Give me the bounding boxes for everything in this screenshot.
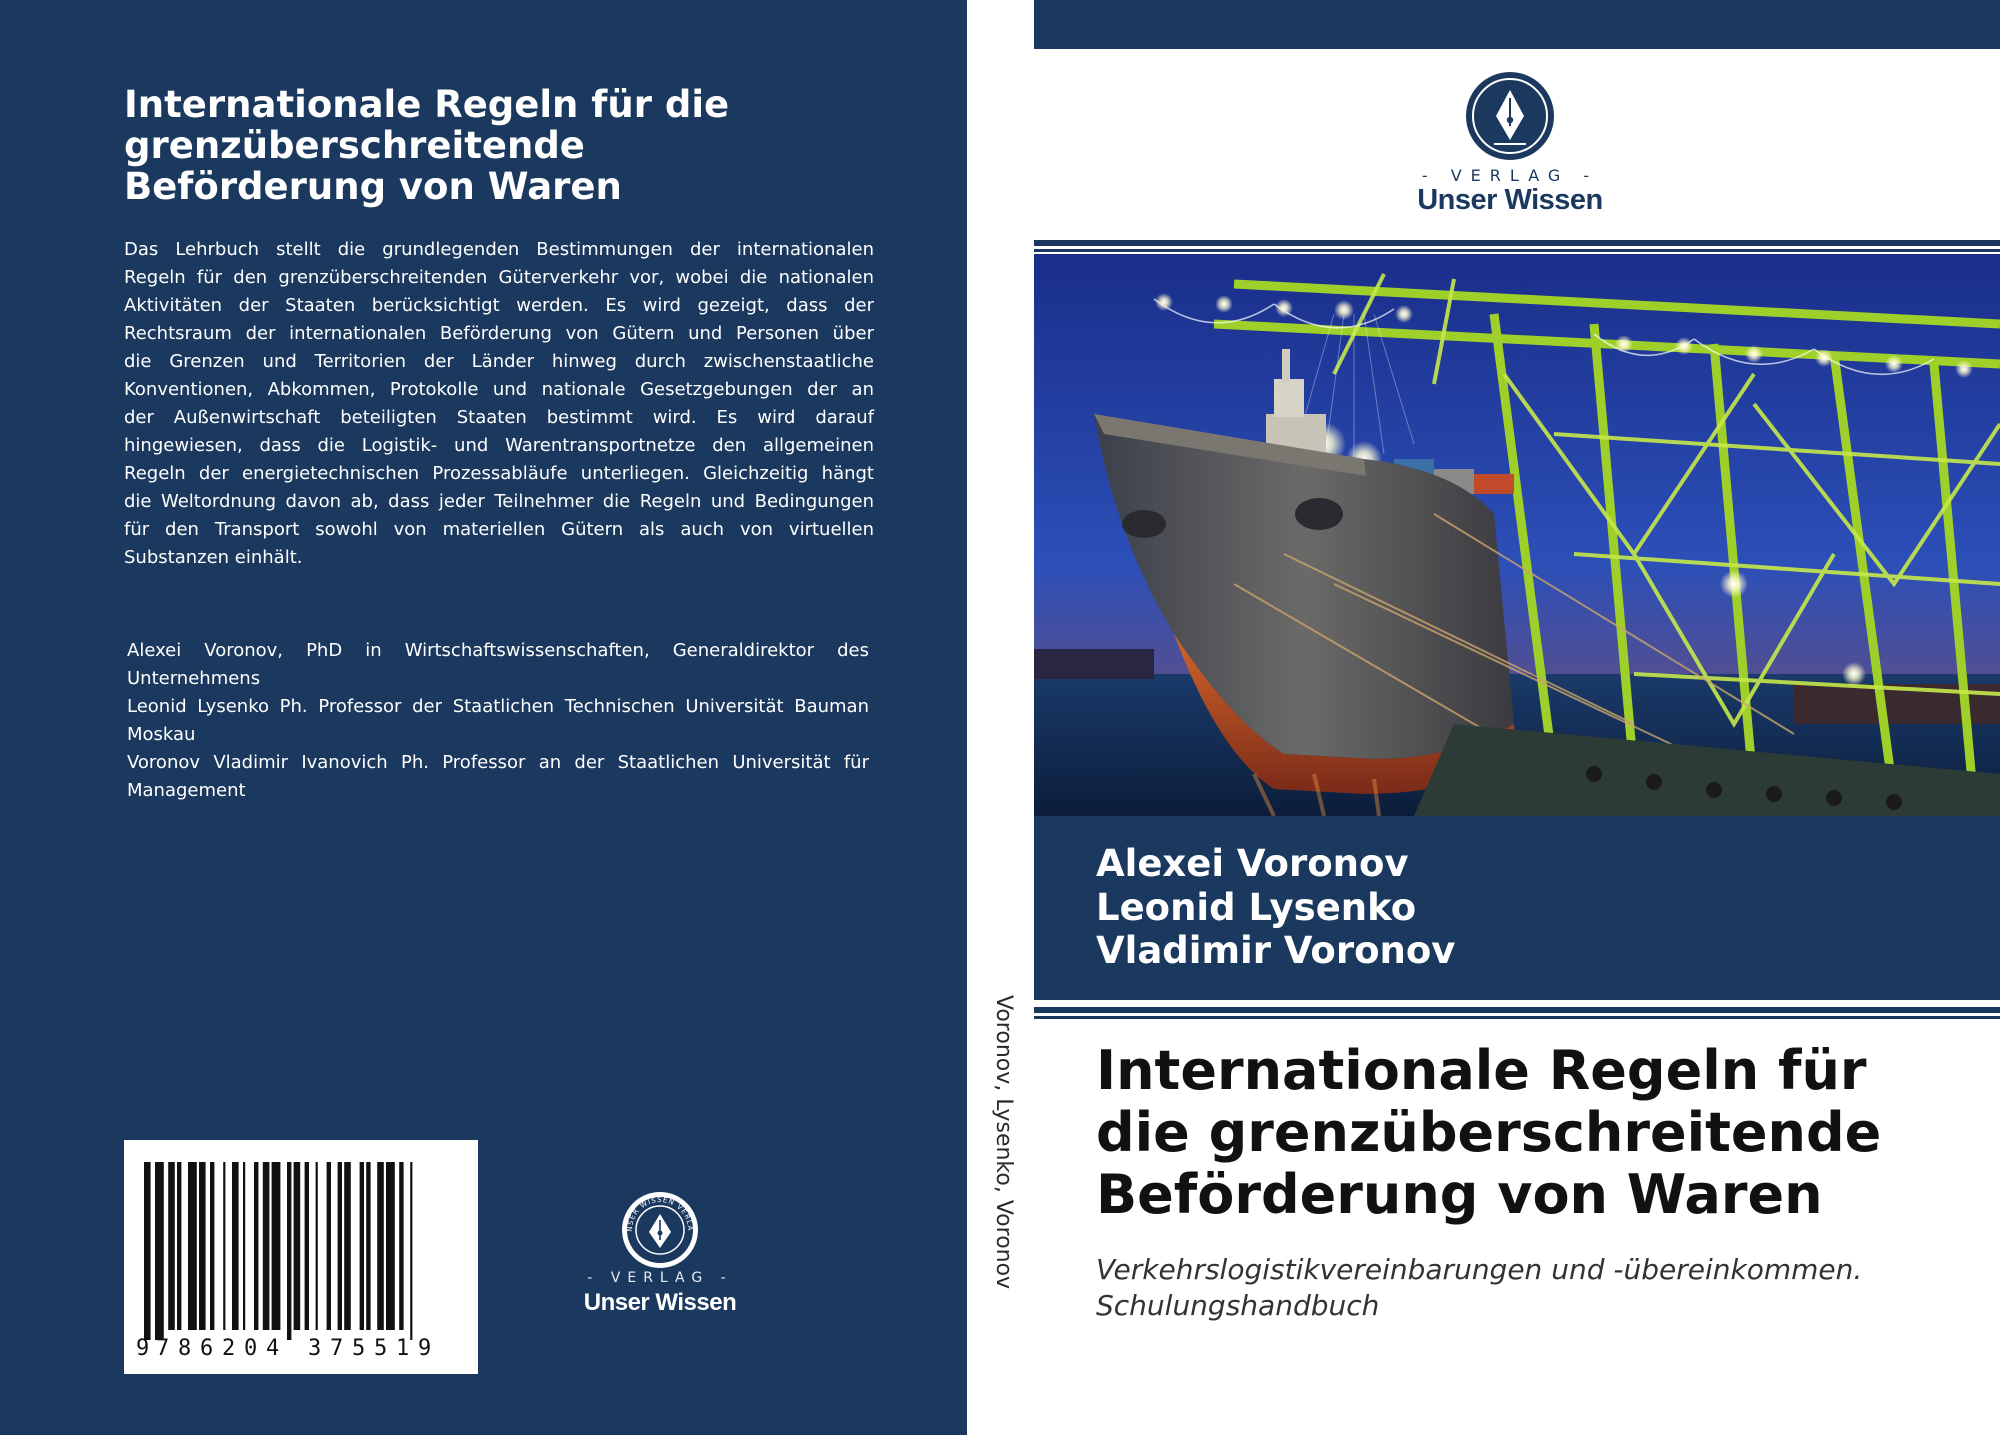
author-bios bbox=[127, 637, 869, 805]
back-cover bbox=[0, 0, 967, 1435]
front-cover-top-bar bbox=[1034, 0, 2000, 49]
divider-line bbox=[1034, 1016, 2000, 1019]
isbn-digit: 9 bbox=[418, 1336, 432, 1361]
barcode-bar bbox=[254, 1162, 258, 1330]
isbn-digit: 4 bbox=[266, 1336, 280, 1361]
barcode-bars bbox=[124, 1140, 478, 1340]
divider-line bbox=[1034, 249, 2000, 252]
isbn-barcode bbox=[124, 1140, 478, 1374]
barcode-bar bbox=[316, 1162, 318, 1330]
barcode-bar bbox=[263, 1162, 270, 1330]
isbn-digit: 8 bbox=[178, 1336, 192, 1361]
title-line: die grenzüberschreitende bbox=[1096, 1101, 1882, 1164]
isbn-digit: 7 bbox=[330, 1336, 344, 1361]
barcode-bar bbox=[223, 1162, 225, 1330]
description-line: hingewiesen, dass die Logistik- und Warentransportnetze den allgemeinen bbox=[124, 435, 874, 456]
description-line: Rechtsraum der internationalen Beförderung von Gütern und Personen über bbox=[124, 323, 874, 344]
bio-line: Leonid Lysenko Ph. Professor der Staatlichen Technischen Universität Bauman bbox=[127, 696, 869, 717]
publisher-verlag-label: - VERLAG - bbox=[587, 1270, 733, 1286]
description-line: für den Transport sowohl von materiellen Gütern als auch von virtuellen bbox=[124, 519, 874, 540]
publisher-logo-front bbox=[1380, 70, 1640, 220]
author-name: Leonid Lysenko bbox=[1096, 886, 1417, 929]
barcode-bar bbox=[168, 1162, 175, 1330]
isbn-number bbox=[132, 1336, 472, 1366]
barcode-bar bbox=[294, 1162, 301, 1330]
barcode-bar bbox=[155, 1162, 164, 1340]
barcode-bar bbox=[272, 1162, 281, 1330]
barcode-bar bbox=[377, 1162, 384, 1330]
spine-authors: Voronov, Lysenko, Voronov bbox=[991, 995, 1016, 1290]
bio-line: Moskau bbox=[127, 724, 196, 745]
description-line: Regeln der energietechnischen Prozessabläufe unterliegen. Gleichzeitig hängt bbox=[124, 463, 874, 484]
author-name: Alexei Voronov bbox=[1096, 842, 1409, 885]
publisher-name: Unser Wissen bbox=[583, 1289, 737, 1316]
isbn-digit: 2 bbox=[222, 1336, 236, 1361]
divider-line bbox=[1034, 1007, 2000, 1013]
description-line: die Grenzen und Territorien der Länder hinweg durch zwischenstaatliche bbox=[124, 351, 874, 372]
description-line: Regeln für den grenzüberschreitenden Güterverkehr vor, wobei die nationalen bbox=[124, 267, 874, 288]
book-subtitle bbox=[1096, 1252, 1976, 1324]
isbn-digit: 0 bbox=[244, 1336, 258, 1361]
publisher-verlag-label: - VERLAG - bbox=[1421, 166, 1599, 185]
description-line: die Weltordnung davon ab, dass jeder Teilnehmer die Regeln und Bedingungen bbox=[124, 491, 874, 512]
book-title bbox=[1096, 1040, 1976, 1226]
barcode-bar bbox=[144, 1162, 151, 1340]
book-description bbox=[124, 236, 874, 572]
isbn-digit: 1 bbox=[396, 1336, 410, 1361]
barcode-bar bbox=[366, 1162, 370, 1330]
author-name: Vladimir Voronov bbox=[1096, 929, 1456, 972]
barcode-bar bbox=[360, 1162, 364, 1330]
isbn-digit: 3 bbox=[308, 1336, 322, 1361]
bio-line: Management bbox=[127, 780, 246, 801]
cover-photo-container-ship bbox=[1034, 254, 2000, 816]
description-line: Aktivitäten der Staaten berücksichtigt werden. Es wird gezeigt, dass der bbox=[124, 295, 874, 316]
publisher-logo-back bbox=[560, 1188, 760, 1318]
svg-text:UNSER WISSEN VERLAG: NSER WISSEN VERLA bbox=[625, 1195, 695, 1232]
barcode-bar bbox=[305, 1162, 309, 1330]
bio-line: Alexei Voronov, PhD in Wirtschaftswissenschaften, Generaldirektor des bbox=[127, 640, 869, 661]
bio-line: Unternehmens bbox=[127, 668, 261, 689]
authors-band bbox=[1034, 816, 2000, 1000]
isbn-digit: 9 bbox=[136, 1336, 150, 1361]
barcode-bar bbox=[344, 1162, 351, 1330]
barcode-bar bbox=[327, 1162, 331, 1330]
back-cover-title bbox=[124, 84, 824, 207]
divider-line bbox=[1034, 240, 2000, 246]
back-title-line: grenzüberschreitende bbox=[124, 124, 585, 167]
barcode-bar bbox=[410, 1162, 412, 1340]
isbn-digit: 5 bbox=[352, 1336, 366, 1361]
title-line: Internationale Regeln für bbox=[1096, 1039, 1867, 1102]
barcode-bar bbox=[338, 1162, 342, 1330]
barcode-bar bbox=[199, 1162, 206, 1330]
publisher-pen-nib-icon bbox=[1380, 70, 1640, 166]
description-line: der Außenwirtschaft beteiligten Staaten bestimmt wird. Es wird darauf bbox=[124, 407, 874, 428]
barcode-bar bbox=[399, 1162, 403, 1330]
barcode-bar bbox=[188, 1162, 197, 1330]
publisher-seal-icon bbox=[560, 1188, 760, 1270]
barcode-bar bbox=[177, 1162, 181, 1330]
description-line: Substanzen einhält. bbox=[124, 547, 303, 568]
back-title-line: Internationale Regeln für die bbox=[124, 83, 730, 126]
description-line: Das Lehrbuch stellt die grundlegenden Bestimmungen der internationalen bbox=[124, 239, 874, 260]
back-title-line: Beförderung von Waren bbox=[124, 165, 622, 208]
barcode-bar bbox=[386, 1162, 395, 1330]
title-line: Beförderung von Waren bbox=[1096, 1163, 1823, 1226]
bio-line: Voronov Vladimir Ivanovich Ph. Professor an der Staatlichen Universität für bbox=[127, 752, 869, 773]
subtitle-line: Schulungshandbuch bbox=[1096, 1289, 1380, 1322]
barcode-bar bbox=[287, 1162, 291, 1340]
isbn-digit: 6 bbox=[200, 1336, 214, 1361]
isbn-digit: 7 bbox=[156, 1336, 170, 1361]
subtitle-line: Verkehrslogistikvereinbarungen und -übereinkommen. bbox=[1096, 1253, 1863, 1286]
barcode-bar bbox=[243, 1162, 245, 1330]
publisher-name: Unser Wissen bbox=[1417, 184, 1603, 216]
description-line: Konventionen, Abkommen, Protokolle und nationale Gesetzgebungen der an bbox=[124, 379, 874, 400]
barcode-bar bbox=[232, 1162, 239, 1330]
barcode-bar bbox=[210, 1162, 214, 1330]
isbn-digit: 5 bbox=[374, 1336, 388, 1361]
